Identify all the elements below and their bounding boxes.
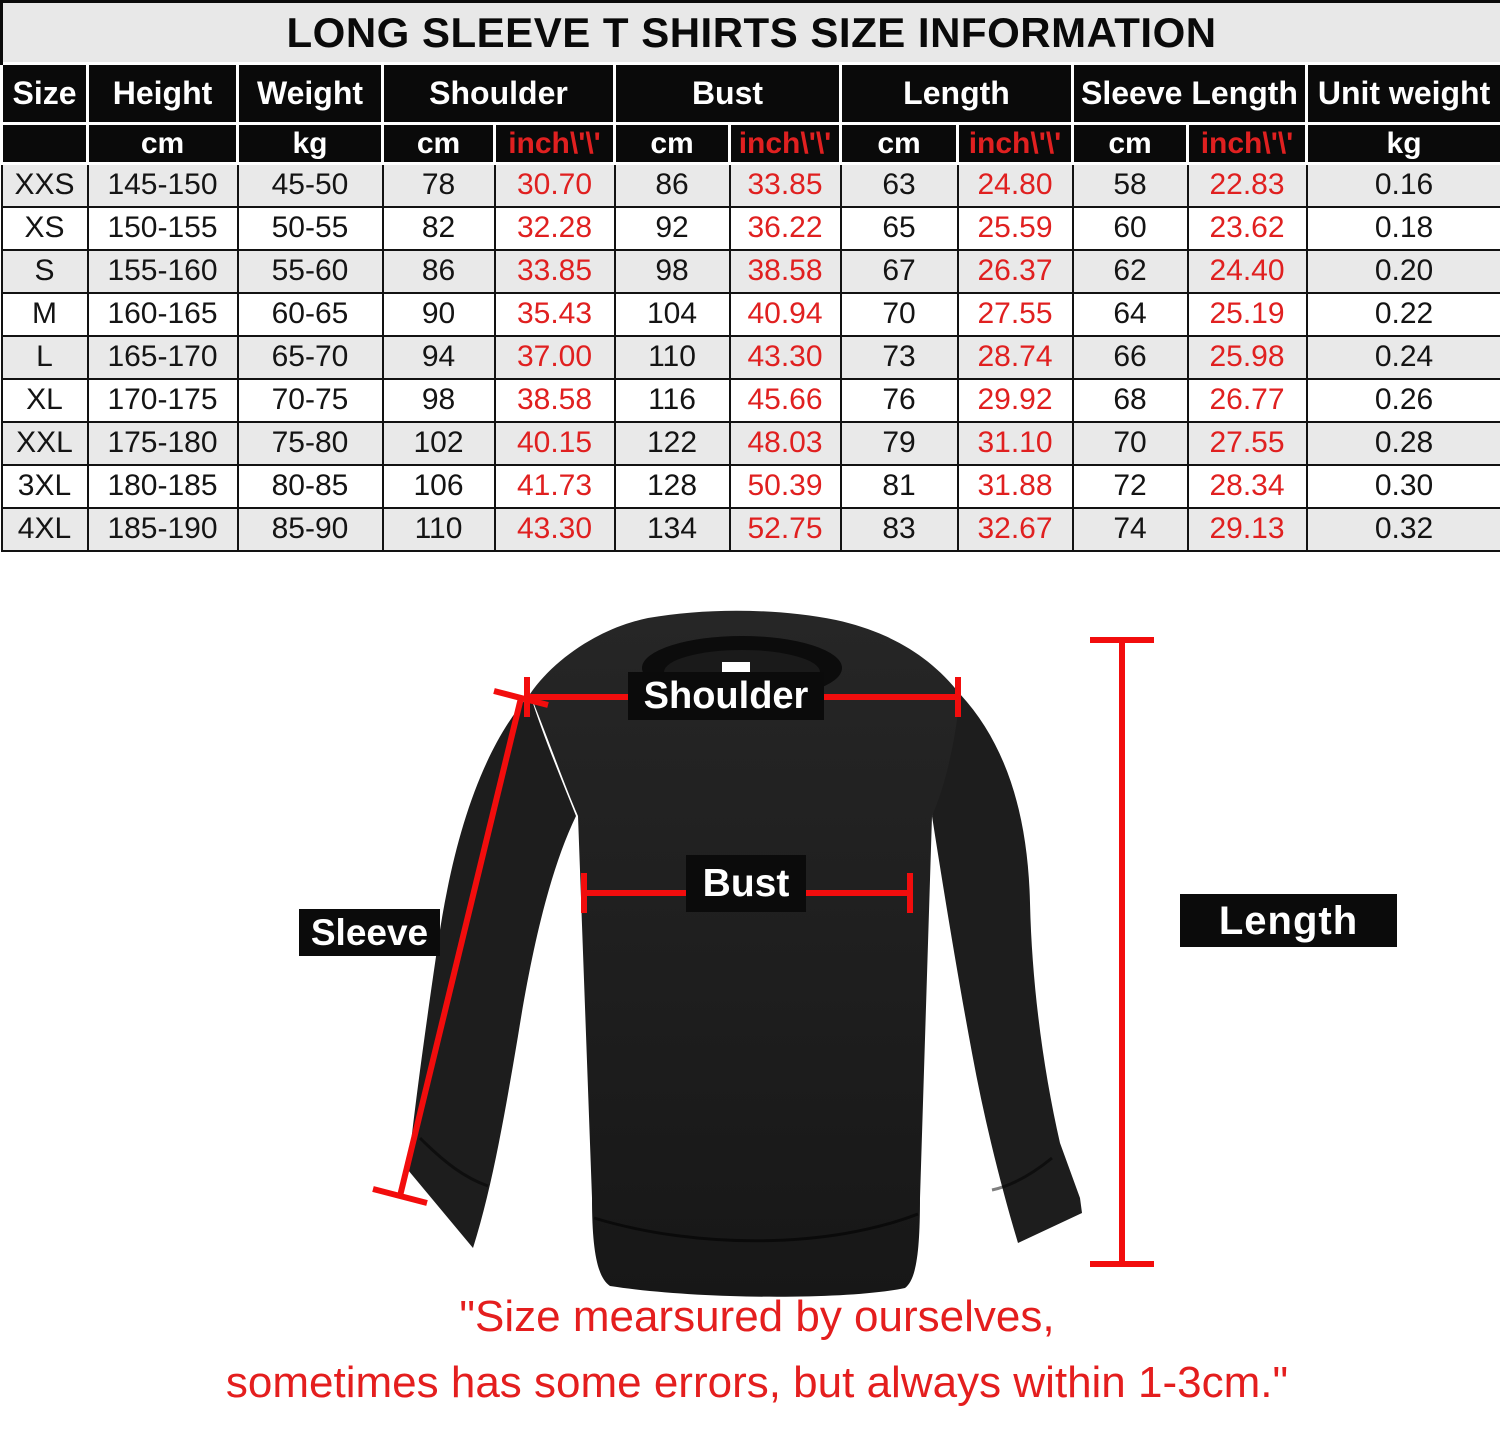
weight-cell: 80-85: [238, 465, 383, 508]
weight-cell: 45-50: [238, 164, 383, 207]
bust-cm-cell: 116: [615, 379, 730, 422]
size-row-xs: [2, 207, 1500, 250]
length-inch-cell: 32.67: [958, 508, 1073, 551]
size-cell: L: [2, 336, 88, 379]
unit-bust-inch: inch\'\': [730, 124, 841, 164]
sleeve-inch-cell: 24.40: [1188, 250, 1307, 293]
weight-cell: 75-80: [238, 422, 383, 465]
sleeve-cm-cell: 74: [1073, 508, 1188, 551]
unit-weight-cell: 0.20: [1307, 250, 1500, 293]
shoulder-inch-cell: 33.85: [495, 250, 615, 293]
sleeve-cm-cell: 72: [1073, 465, 1188, 508]
bust-cm-cell: 98: [615, 250, 730, 293]
bust-cm-cell: 122: [615, 422, 730, 465]
unit-weight-cell: 0.22: [1307, 293, 1500, 336]
unit-weight-cell: 0.26: [1307, 379, 1500, 422]
bust-inch-cell: 38.58: [730, 250, 841, 293]
length-inch-cell: 29.92: [958, 379, 1073, 422]
unit-length-inch: inch\'\': [958, 124, 1073, 164]
shoulder-cm-cell: 78: [383, 164, 495, 207]
weight-cell: 60-65: [238, 293, 383, 336]
title-row: [2, 2, 1500, 64]
bust-inch-cell: 36.22: [730, 207, 841, 250]
size-cell: XL: [2, 379, 88, 422]
weight-cell: 70-75: [238, 379, 383, 422]
length-line: [1090, 640, 1154, 1264]
sleeve-inch-cell: 28.34: [1188, 465, 1307, 508]
header-weight: Weight: [238, 64, 383, 124]
shoulder-inch-cell: 40.15: [495, 422, 615, 465]
height-cell: 185-190: [88, 508, 238, 551]
bust-label: Bust: [686, 855, 806, 912]
length-cm-cell: 81: [841, 465, 958, 508]
shoulder-inch-cell: 38.58: [495, 379, 615, 422]
bust-inch-cell: 43.30: [730, 336, 841, 379]
bust-cm-cell: 128: [615, 465, 730, 508]
sleeve-cm-cell: 64: [1073, 293, 1188, 336]
header-sleeve-length: Sleeve Length: [1073, 64, 1307, 124]
unit-weight-cell: 0.32: [1307, 508, 1500, 551]
size-row-xxl: [2, 422, 1500, 465]
length-cm-cell: 76: [841, 379, 958, 422]
length-inch-cell: 24.80: [958, 164, 1073, 207]
unit-weight-kg: kg: [238, 124, 383, 164]
sleeve-inch-cell: 22.83: [1188, 164, 1307, 207]
size-cell: XXS: [2, 164, 88, 207]
size-row-4xl: [2, 508, 1500, 551]
header-unit-weight: Unit weight: [1307, 64, 1500, 124]
unit-size: [2, 124, 88, 164]
height-cell: 155-160: [88, 250, 238, 293]
weight-cell: 85-90: [238, 508, 383, 551]
measurement-note: [0, 1284, 1500, 1416]
sleeve-inch-cell: 25.19: [1188, 293, 1307, 336]
shoulder-inch-cell: 41.73: [495, 465, 615, 508]
sleeve-cm-cell: 70: [1073, 422, 1188, 465]
length-label: Length: [1180, 894, 1397, 947]
size-cell: 4XL: [2, 508, 88, 551]
size-row-s: [2, 250, 1500, 293]
shoulder-cm-cell: 102: [383, 422, 495, 465]
shoulder-cm-cell: 110: [383, 508, 495, 551]
size-cell: 3XL: [2, 465, 88, 508]
shoulder-inch-cell: 35.43: [495, 293, 615, 336]
height-cell: 150-155: [88, 207, 238, 250]
shoulder-cm-cell: 90: [383, 293, 495, 336]
shoulder-inch-cell: 30.70: [495, 164, 615, 207]
sleeve-cm-cell: 62: [1073, 250, 1188, 293]
table-title: LONG SLEEVE T SHIRTS SIZE INFORMATION: [2, 2, 1500, 64]
shoulder-cm-cell: 94: [383, 336, 495, 379]
sleeve-label: Sleeve: [299, 909, 440, 956]
length-cm-cell: 70: [841, 293, 958, 336]
shoulder-cm-cell: 86: [383, 250, 495, 293]
size-row-xxs: [2, 164, 1500, 207]
bust-inch-cell: 52.75: [730, 508, 841, 551]
weight-cell: 55-60: [238, 250, 383, 293]
length-inch-cell: 28.74: [958, 336, 1073, 379]
bust-cm-cell: 110: [615, 336, 730, 379]
unit-shoulder-inch: inch\'\': [495, 124, 615, 164]
length-inch-cell: 31.88: [958, 465, 1073, 508]
unit-sleeve-cm: cm: [1073, 124, 1188, 164]
sleeve-inch-cell: 27.55: [1188, 422, 1307, 465]
height-cell: 170-175: [88, 379, 238, 422]
height-cell: 175-180: [88, 422, 238, 465]
shoulder-label: Shoulder: [628, 672, 824, 720]
unit-weight-cell: 0.18: [1307, 207, 1500, 250]
length-inch-cell: 27.55: [958, 293, 1073, 336]
sleeve-cm-cell: 68: [1073, 379, 1188, 422]
unit-height-cm: cm: [88, 124, 238, 164]
note-line-1: "Size mearsured by ourselves,: [459, 1292, 1055, 1341]
bust-cm-cell: 104: [615, 293, 730, 336]
size-cell: S: [2, 250, 88, 293]
unit-weight-cell: 0.16: [1307, 164, 1500, 207]
length-inch-cell: 31.10: [958, 422, 1073, 465]
weight-cell: 50-55: [238, 207, 383, 250]
height-cell: 145-150: [88, 164, 238, 207]
note-line-2: sometimes has some errors, but always within 1-3cm.": [225, 1358, 1289, 1407]
size-row-3xl: [2, 465, 1500, 508]
unit-row: [2, 124, 1500, 164]
bust-inch-cell: 48.03: [730, 422, 841, 465]
unit-weight-cell: 0.24: [1307, 336, 1500, 379]
sleeve-inch-cell: 23.62: [1188, 207, 1307, 250]
unit-unitweight-kg: kg: [1307, 124, 1500, 164]
size-table-body: [2, 164, 1500, 551]
unit-length-cm: cm: [841, 124, 958, 164]
shoulder-inch-cell: 37.00: [495, 336, 615, 379]
bust-cm-cell: 92: [615, 207, 730, 250]
size-table: [0, 0, 1500, 552]
sleeve-inch-cell: 25.98: [1188, 336, 1307, 379]
header-shoulder: Shoulder: [383, 64, 615, 124]
right-sleeve: [932, 694, 1082, 1243]
bust-cm-cell: 134: [615, 508, 730, 551]
height-cell: 180-185: [88, 465, 238, 508]
unit-shoulder-cm: cm: [383, 124, 495, 164]
shoulder-cm-cell: 82: [383, 207, 495, 250]
size-row-xl: [2, 379, 1500, 422]
length-cm-cell: 83: [841, 508, 958, 551]
shoulder-cm-cell: 106: [383, 465, 495, 508]
length-cm-cell: 63: [841, 164, 958, 207]
bust-inch-cell: 40.94: [730, 293, 841, 336]
shoulder-inch-cell: 43.30: [495, 508, 615, 551]
header-bust: Bust: [615, 64, 841, 124]
length-cm-cell: 65: [841, 207, 958, 250]
header-row: [2, 64, 1500, 124]
length-inch-cell: 26.37: [958, 250, 1073, 293]
header-size: Size: [2, 64, 88, 124]
size-cell: XXL: [2, 422, 88, 465]
bust-inch-cell: 33.85: [730, 164, 841, 207]
size-row-l: [2, 336, 1500, 379]
size-cell: M: [2, 293, 88, 336]
measurement-diagram: [0, 598, 1500, 1432]
shoulder-cm-cell: 98: [383, 379, 495, 422]
sleeve-cm-cell: 58: [1073, 164, 1188, 207]
length-inch-cell: 25.59: [958, 207, 1073, 250]
sleeve-cm-cell: 66: [1073, 336, 1188, 379]
length-cm-cell: 73: [841, 336, 958, 379]
length-cm-cell: 67: [841, 250, 958, 293]
header-height: Height: [88, 64, 238, 124]
size-row-m: [2, 293, 1500, 336]
length-cm-cell: 79: [841, 422, 958, 465]
left-sleeve: [408, 694, 576, 1248]
sleeve-inch-cell: 29.13: [1188, 508, 1307, 551]
sleeve-cm-cell: 60: [1073, 207, 1188, 250]
weight-cell: 65-70: [238, 336, 383, 379]
header-length: Length: [841, 64, 1073, 124]
bust-inch-cell: 50.39: [730, 465, 841, 508]
sleeve-inch-cell: 26.77: [1188, 379, 1307, 422]
unit-weight-cell: 0.28: [1307, 422, 1500, 465]
unit-bust-cm: cm: [615, 124, 730, 164]
bust-cm-cell: 86: [615, 164, 730, 207]
unit-weight-cell: 0.30: [1307, 465, 1500, 508]
height-cell: 165-170: [88, 336, 238, 379]
size-cell: XS: [2, 207, 88, 250]
size-table-head: [2, 2, 1500, 164]
unit-sleeve-inch: inch\'\': [1188, 124, 1307, 164]
height-cell: 160-165: [88, 293, 238, 336]
shoulder-inch-cell: 32.28: [495, 207, 615, 250]
bust-inch-cell: 45.66: [730, 379, 841, 422]
